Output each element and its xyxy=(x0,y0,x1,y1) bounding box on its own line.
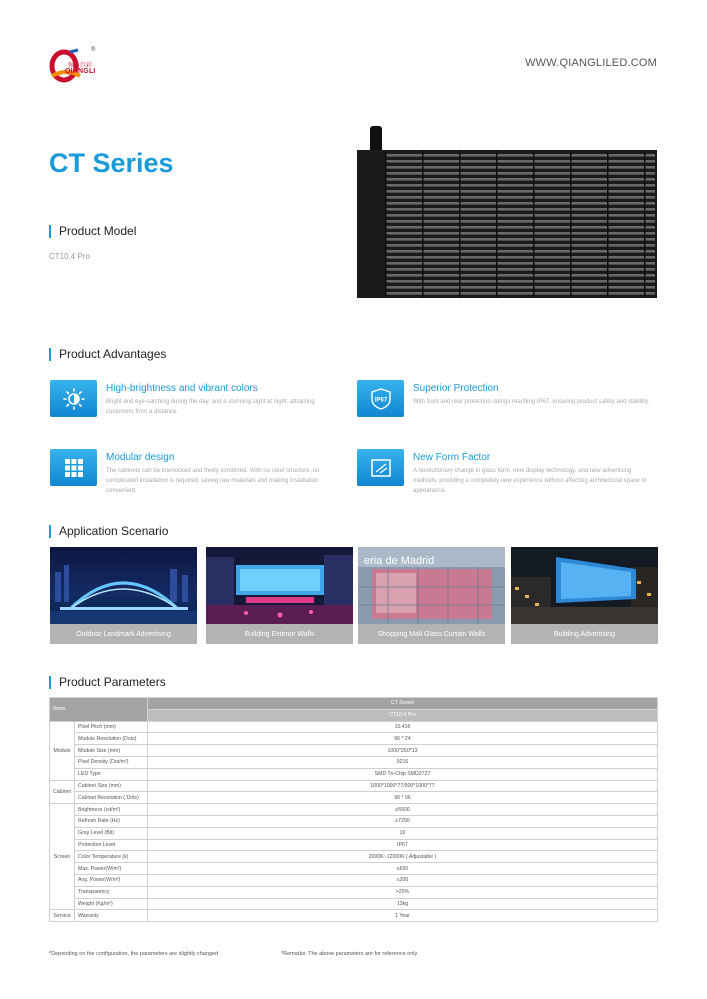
advantage-title: Modular design xyxy=(106,452,175,463)
mall-sign-text: eria de Madrid xyxy=(364,555,435,567)
table-row xyxy=(50,898,658,910)
advantages-heading: Product Advantages xyxy=(49,348,166,361)
param-value: ≤650 xyxy=(148,863,658,875)
group-label-cabinet: Cabinet xyxy=(50,780,75,804)
table-row xyxy=(50,886,658,898)
led-strip xyxy=(385,202,655,205)
param-name: Transparency xyxy=(75,886,148,898)
table-row xyxy=(50,804,658,816)
panel-column xyxy=(533,150,535,298)
param-value: 9216 xyxy=(148,756,658,768)
scenario-label: Shopping Mall Glass Curtain Walls xyxy=(358,624,505,644)
param-value: 96 * 24 xyxy=(148,733,658,745)
led-strip xyxy=(385,292,655,295)
led-strip xyxy=(385,220,655,223)
grid-icon xyxy=(50,449,97,486)
param-value: 96 * 96 xyxy=(148,792,658,804)
led-strip xyxy=(385,172,655,175)
param-value: 1 Year xyxy=(148,910,658,922)
advantage-title: New Form Factor xyxy=(413,452,491,463)
advantage-title: High-brightness and vibrant colors xyxy=(106,383,258,394)
param-name: Refresh Rate (Hz) xyxy=(75,815,148,827)
param-name: Module Resolution (Dots) xyxy=(75,733,148,745)
table-header-row xyxy=(50,698,658,710)
scenario-exterior-walls xyxy=(206,547,353,644)
series-title: CT Series xyxy=(49,148,174,178)
panel-column xyxy=(459,150,461,298)
scenario-mall-curtain xyxy=(358,547,505,644)
scenario-label: Building Exterior Walls xyxy=(206,624,353,644)
group-label-module: Module xyxy=(50,721,75,780)
advantage-desc: The cabinets can be interlocked and freely combined. With no steel structure, no complicated installation is required, saving raw materials and making installation convenient. xyxy=(106,468,320,494)
param-name: Warranty xyxy=(75,910,148,922)
param-value: ≤200 xyxy=(148,874,658,886)
led-strip xyxy=(385,238,655,241)
led-strip xyxy=(385,208,655,211)
panel-column xyxy=(644,150,646,298)
footnote-config: *Depending on the configuration, the parameters are slightly changed xyxy=(49,951,219,957)
table-row xyxy=(50,910,658,922)
param-name: Gray Level (Bit) xyxy=(75,827,148,839)
group-label-service: Service xyxy=(50,910,75,922)
led-panel-image xyxy=(357,150,657,298)
scenario-label: Building Advertising xyxy=(511,624,658,644)
table-row xyxy=(50,721,658,733)
table-row xyxy=(50,792,658,804)
led-strip xyxy=(385,184,655,187)
scenario-heading: Application Scenario xyxy=(49,525,168,538)
table-row xyxy=(50,733,658,745)
advantage-desc: A revolutionary change in glass form, new display technology, and new advertising methods, providing a completely new experience without affecting architectural space or appearance. xyxy=(413,468,647,494)
model-header: CT10.4 Pro xyxy=(148,709,658,721)
advantage-title: Superior Protection xyxy=(413,383,499,394)
table-row xyxy=(50,815,658,827)
param-value: ≥7200 xyxy=(148,815,658,827)
panel-column xyxy=(607,150,609,298)
led-strip xyxy=(385,274,655,277)
panel-column xyxy=(570,150,572,298)
param-value: IP67 xyxy=(148,839,658,851)
table-row xyxy=(50,745,658,757)
led-strip xyxy=(385,178,655,181)
panel-connector xyxy=(370,126,382,152)
led-strip xyxy=(385,154,655,157)
param-value: 16 xyxy=(148,827,658,839)
param-value: 10.416 xyxy=(148,721,658,733)
led-strip xyxy=(385,244,655,247)
led-strip xyxy=(385,166,655,169)
param-name: Max. Power(W/m²) xyxy=(75,863,148,875)
ip67-icon-text: IP67 xyxy=(374,397,387,403)
table-row xyxy=(50,851,658,863)
parameters-heading: Product Parameters xyxy=(49,676,166,689)
logo-chinese-name: 强力巨彩 xyxy=(68,63,93,69)
param-name: Module Size (mm) xyxy=(75,745,148,757)
param-value: >25% xyxy=(148,886,658,898)
registered-mark: ® xyxy=(91,47,96,53)
param-name: Protection Level xyxy=(75,839,148,851)
parameters-table xyxy=(49,697,658,922)
led-strip xyxy=(385,196,655,199)
param-name: Cabinet Resolution ( Dots) xyxy=(75,792,148,804)
panel-column xyxy=(422,150,424,298)
advantage-desc: Bright and eye-catching during the day, and a stunning sight at night, attracting customers from a distance. xyxy=(106,399,315,415)
param-name: LED Type xyxy=(75,768,148,780)
items-header: Items xyxy=(50,698,148,722)
ip67-shield-icon xyxy=(357,380,404,417)
scenario-building-advertising xyxy=(511,547,658,644)
led-strip xyxy=(385,232,655,235)
product-model-value: CT10.4 Pro xyxy=(49,252,90,261)
panel-column xyxy=(496,150,498,298)
param-name: Brightness (cd/m²) xyxy=(75,804,148,816)
group-label-screen: Screen xyxy=(50,804,75,910)
panel-column xyxy=(385,150,387,298)
scenario-landmark xyxy=(50,547,197,644)
led-strip xyxy=(385,250,655,253)
led-strip xyxy=(385,190,655,193)
led-strip xyxy=(385,226,655,229)
table-row xyxy=(50,768,658,780)
logo-brand-name: QIANGLI xyxy=(65,68,96,75)
param-name: Avg. Power(W/m²) xyxy=(75,874,148,886)
param-name: Cabinet Size (mm) xyxy=(75,780,148,792)
table-row xyxy=(50,839,658,851)
sun-icon xyxy=(50,380,97,417)
param-value: 13kg xyxy=(148,898,658,910)
led-strip xyxy=(385,268,655,271)
website-link[interactable]: WWW.QIANGLILED.COM xyxy=(525,57,657,69)
advantage-desc: With front and rear protection ratings reaching IP67, ensuring product safety and stability. xyxy=(413,399,650,405)
param-value: 1000*250*13 xyxy=(148,745,658,757)
param-value: ≥5500 xyxy=(148,804,658,816)
scenario-label: Outdoor Landmark Advertising xyxy=(50,624,197,644)
table-row xyxy=(50,780,658,792)
led-strip xyxy=(385,286,655,289)
table-row xyxy=(50,827,658,839)
led-strip xyxy=(385,256,655,259)
param-name: Pixel Density (Dot/m²) xyxy=(75,756,148,768)
param-value: 1000*1000*77/500*1000*77 xyxy=(148,780,658,792)
param-name: Color Temperature (k) xyxy=(75,851,148,863)
table-row xyxy=(50,756,658,768)
led-strip xyxy=(385,214,655,217)
table-row xyxy=(50,874,658,886)
product-model-heading: Product Model xyxy=(49,225,136,238)
footnote-remarks: *Remarks: The above parameters are for reference only. xyxy=(281,951,419,957)
param-name: Pixel Pitch (mm) xyxy=(75,721,148,733)
led-strip xyxy=(385,262,655,265)
led-strip xyxy=(385,160,655,163)
series-header: CT Series xyxy=(148,698,658,710)
glass-panel-icon xyxy=(357,449,404,486)
param-name: Weight (Kg/m²) xyxy=(75,898,148,910)
led-strip xyxy=(385,280,655,283)
table-row xyxy=(50,863,658,875)
param-value: SMD Tri-Chip SMD2727 xyxy=(148,768,658,780)
param-value: 2000K~12000K ( Adjustable ) xyxy=(148,851,658,863)
